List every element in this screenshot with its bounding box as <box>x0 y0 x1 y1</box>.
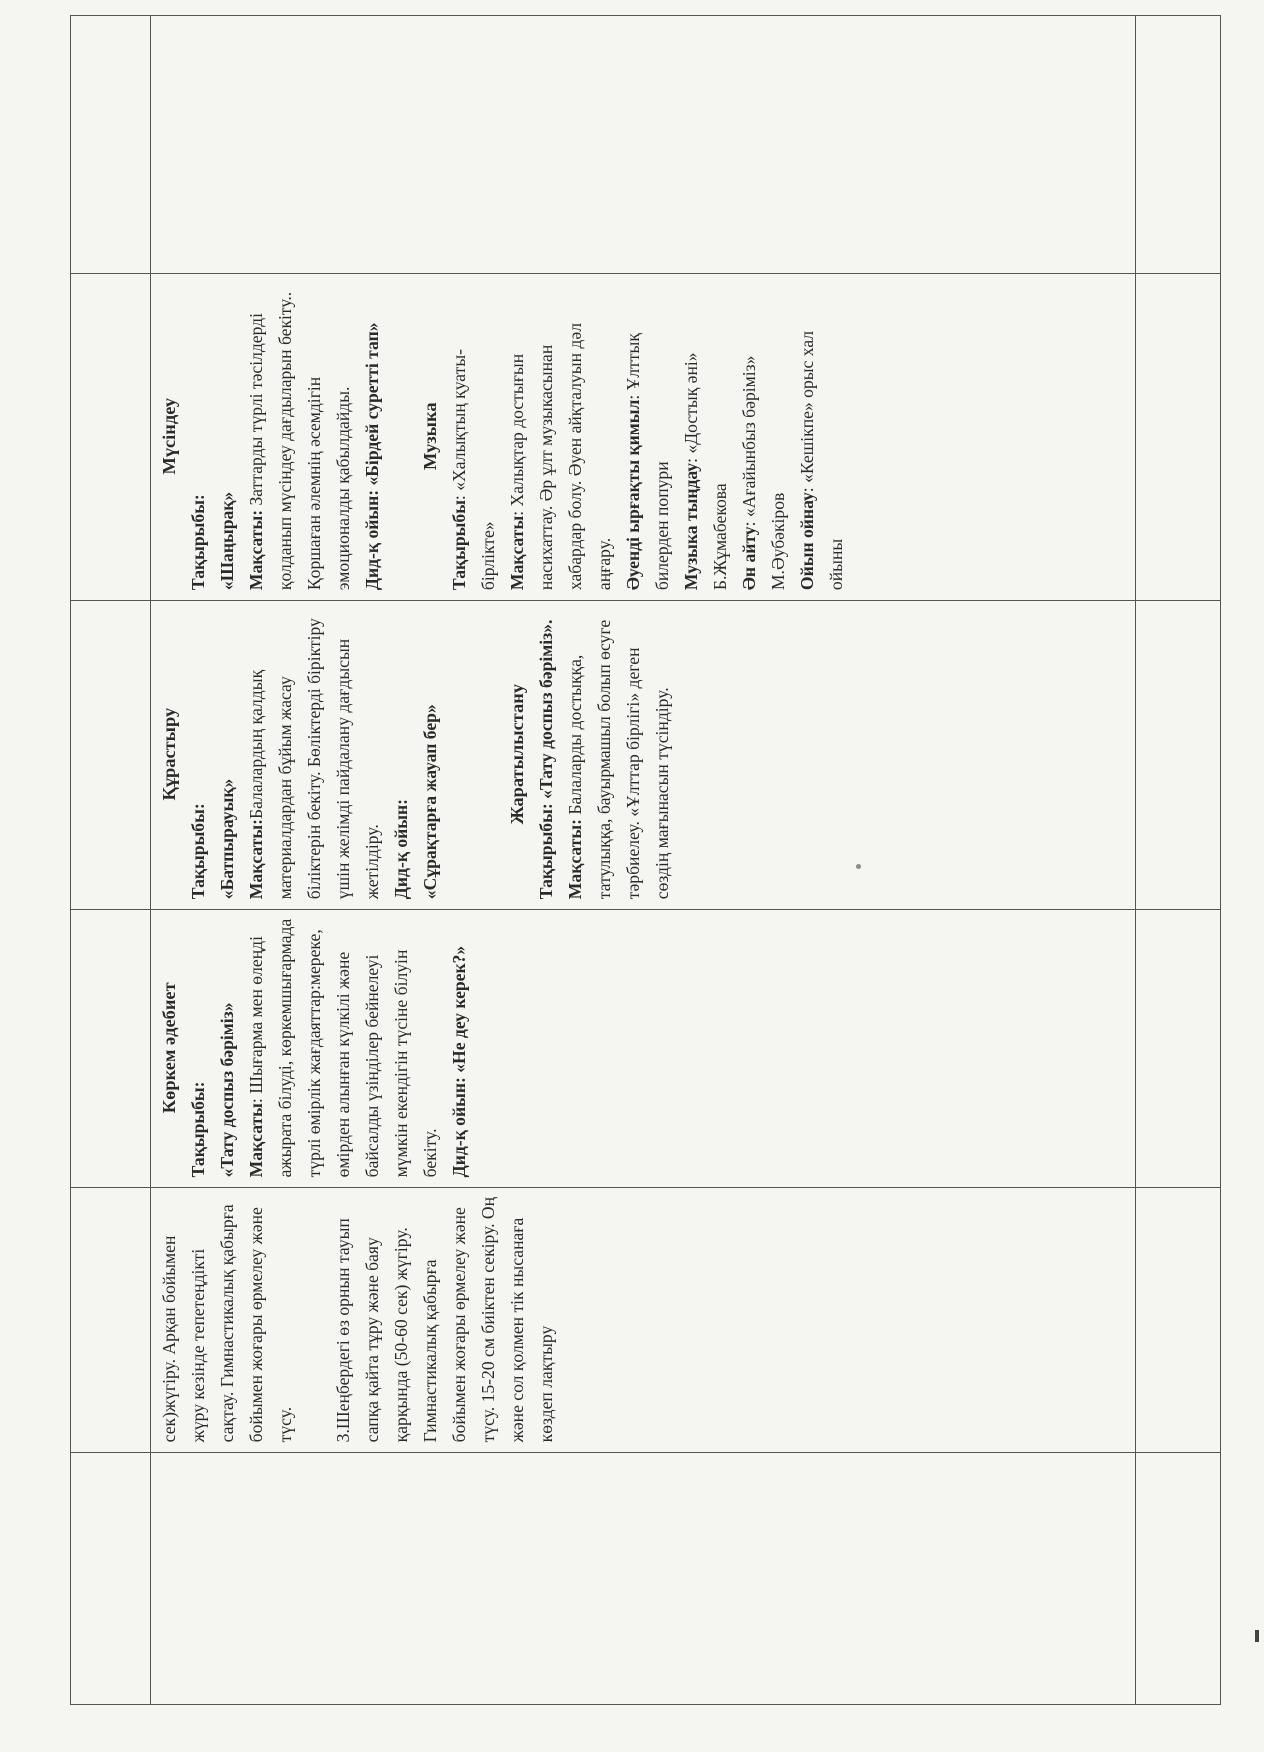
music-topic-text: : «Халықтың қуаты-бірлікте» <box>449 349 498 591</box>
nature-goal-label: Мақсаты: <box>565 819 585 900</box>
table-cell <box>151 16 1136 274</box>
music-listen-text: : «Достық әні» Б.Жұмабекова <box>681 352 730 591</box>
modeling-topic-value: «Шаңырақ» <box>217 491 237 591</box>
literature-goal-text: : Шығарма мен өлеңді ажырата білуді, көркемшығармада түрлі өмірлік жағдаяттар:мереке, өмірден алынған күлкілі және байсалды үзінділер бейнелеуі мүмкін екендігін түсіне білуін бекіту. <box>246 918 440 1178</box>
music-topic-label: Тақырыбы <box>449 500 469 591</box>
music-sing <box>735 282 793 590</box>
table-row <box>1136 16 1221 1705</box>
construction-cell <box>151 601 1136 910</box>
construction-goal <box>242 609 387 899</box>
music-sing-label: Ән айту <box>739 526 759 591</box>
table-cell <box>71 274 151 601</box>
scan-speck <box>856 864 861 869</box>
rotated-table-wrapper <box>70 15 1220 1705</box>
modeling-topic-label: Тақырыбы: <box>188 494 208 591</box>
table-cell <box>1136 1453 1221 1705</box>
music-goal-label: Мақсаты <box>507 515 527 591</box>
nature-title: Жаратылыстану <box>507 683 527 825</box>
literature-title: Көркем әдебиет <box>159 982 179 1114</box>
exercise-text-2: 3.Шеңбердегі өз орнын тауып сапқа қайта тұру және баяу қарқында (50-60 сек) жүгіру. Гимнастикалық қабырға бойымен жоғары өрмелеу және түсу. 15-20 см биіктен секіру. Оң және сол қолмен тік нысанаға көздеп лақтыру <box>333 1196 556 1443</box>
music-topic <box>445 282 503 590</box>
table-cell <box>1136 1188 1221 1453</box>
music-rhythm-label: Әуенді ырғақты қимыл <box>623 399 643 591</box>
construction-goal-label: Мақсаты: <box>246 819 266 900</box>
literature-cell <box>151 910 1136 1188</box>
modeling-goal-label: Мақсаты: <box>246 509 266 591</box>
modeling-music-cell <box>151 274 1136 601</box>
modeling-goal-text: Заттарды түрлі тәсілдерді қолданып мүсіндеу дағдыларын бекіту.. Қоршаған әлемнің әсемдігін эмоционалды қабылдайды. <box>246 291 353 591</box>
scan-edge-mark <box>1255 1630 1259 1642</box>
nature-goal-text: Балаларды достыққа, татулыққа, бауырмашыл болып өсуге тәрбиелеу. «Ұлттар бірлігі» деген сөздің мағынасын түсіндіру. <box>565 619 672 900</box>
table-cell <box>71 1453 151 1705</box>
construction-topic-value: «Батпырауық» <box>217 778 237 900</box>
construction-topic-label: Тақырыбы: <box>188 803 208 900</box>
modeling-game: Дид-қ ойын: «Бірдей суретті тап» <box>362 322 382 591</box>
music-play-text: : «Кешікпе» орыс хал ойыны <box>797 330 846 591</box>
construction-goal-text: Балалардың қалдық материалдардан бұйым жасау біліктерін бекіту. Бөліктерді біріктіру үшін желімді пайдалану дағдысын жетілдіру. <box>246 618 382 900</box>
table-cell <box>1136 274 1221 601</box>
modeling-goal <box>242 282 358 590</box>
nature-topic: Тақырыбы: «Тату доспыз бәріміз». <box>536 619 556 900</box>
physical-ed-cell <box>151 1188 1136 1453</box>
music-goal <box>503 282 619 590</box>
table-cell <box>151 1453 1136 1705</box>
table-cell <box>1136 601 1221 910</box>
table-cell <box>1136 910 1221 1188</box>
table-row <box>71 16 151 1705</box>
construction-game-label: Дид-қ ойын: <box>391 798 411 900</box>
music-rhythm-text: : Ұлттық билерден попури <box>623 333 672 591</box>
music-title: Музыка <box>420 402 440 471</box>
table-cell <box>71 1188 151 1453</box>
music-listen-label: Музыка тыңдау <box>681 462 701 591</box>
table-row <box>151 16 1136 1705</box>
music-sing-text: : «Ағайынбыз бәріміз» М.Әубәкіров <box>739 355 788 591</box>
music-play-label: Ойын ойнау <box>797 492 817 591</box>
table-cell <box>71 910 151 1188</box>
literature-game: Дид-қ ойын: «Не деу керек?» <box>449 945 469 1178</box>
exercise-text-1: сек)жүгіру. Арқан бойымен жүру кезінде тепетеңдікті сақтау. Гимнастикалық қабырға бойымен жоғары өрмелеу және түсу. <box>159 1204 295 1443</box>
construction-title: Құрастыру <box>159 707 179 801</box>
nature-goal <box>561 609 677 899</box>
table-cell <box>1136 16 1221 274</box>
music-goal-text: : Халықтар достығын насихаттау. Әр ұлт музыкасынан хабардар болу. Әуен айқталуын дәл аңғару. <box>507 323 614 591</box>
lesson-plan-table <box>70 15 1221 1705</box>
modeling-title: Мүсіндеу <box>159 397 179 475</box>
table-cell <box>71 16 151 274</box>
literature-topic-label: Тақырыбы: <box>188 1081 208 1178</box>
literature-goal <box>242 918 445 1177</box>
literature-goal-label: Мақсаты <box>246 1103 266 1178</box>
construction-game-value: «Сұрақтарға жауап бер» <box>420 704 440 900</box>
music-rhythm <box>619 282 677 590</box>
music-listen <box>677 282 735 590</box>
music-play <box>793 282 851 590</box>
table-cell <box>71 601 151 910</box>
literature-topic-value: «Тату доспыз бәріміз» <box>217 1002 237 1178</box>
